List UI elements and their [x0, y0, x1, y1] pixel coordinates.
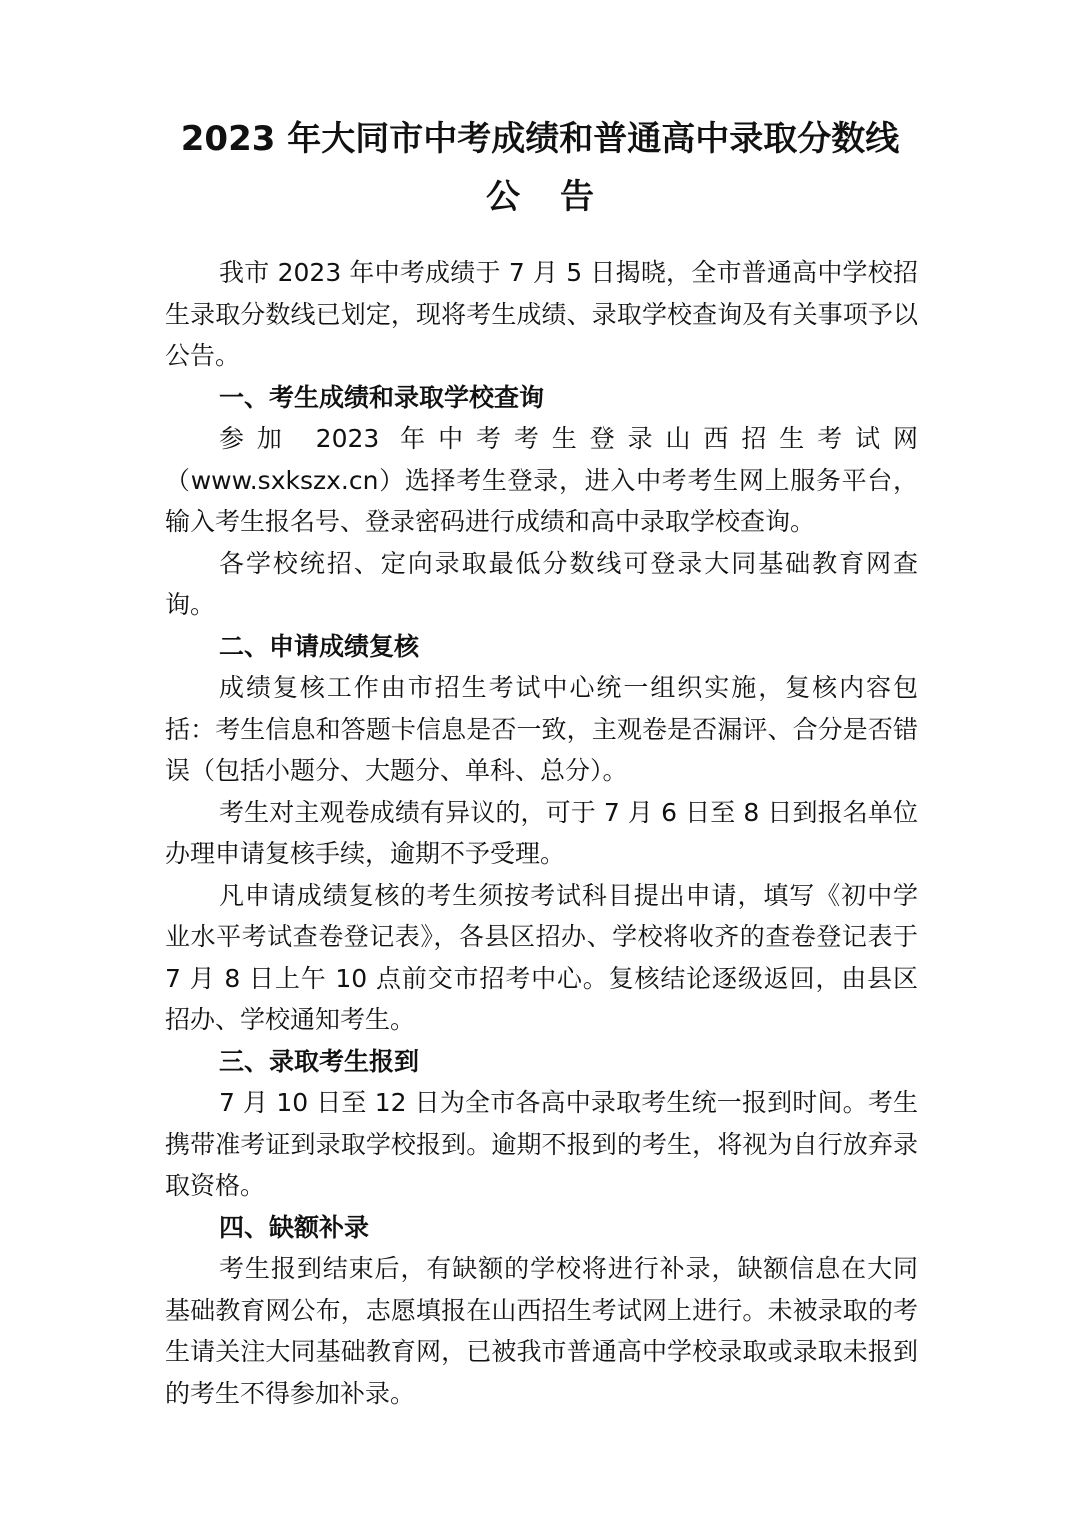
review-procedure-paragraph: 凡申请成绩复核的考生须按考试科目提出申请，填写《初中学业水平考试查卷登记表》，各县区招办、学校将收齐的查卷登记表于 7 月 8 日上午 10 点前交市招考中心。复核结论逐级返回，由县区招办、学校通知考生。 [165, 880, 918, 1034]
cutoff-query-paragraph: 各学校统招、定向录取最低分数线可登录大同基础教育网查询。 [165, 548, 918, 619]
section-heading-supplementary: 四、缺额补录 [219, 1212, 370, 1242]
section-heading-registration: 三、录取考生报到 [219, 1046, 420, 1076]
registration-paragraph: 7 月 10 日至 12 日为全市各高中录取考生统一报到时间。考生携带准考证到录取学校报到。逾期不报到的考生，将视为自行放弃录取资格。 [165, 1088, 918, 1200]
review-content-paragraph: 成绩复核工作由市招生考试中心统一组织实施，复核内容包括：考生信息和答题卡信息是否一致，主观卷是否漏评、合分是否错误（包括小题分、大题分、单科、总分）。 [165, 673, 918, 785]
score-query-paragraph: 参加 2023 年中考考生登录山西招生考试网（www.sxkszx.cn）选择考生登录，进入中考考生网上服务平台，输入考生报名号、登录密码进行成绩和高中录取学校查询。 [165, 424, 918, 536]
section-heading-score-review: 二、申请成绩复核 [219, 631, 420, 661]
document-title: 2023 年大同市中考成绩和普通高中录取分数线 [180, 119, 900, 159]
section-heading-score-query: 一、考生成绩和录取学校查询 [219, 382, 545, 412]
intro-paragraph: 我市 2023 年中考成绩于 7 月 5 日揭晓，全市普通高中学校招生录取分数线已划定，现将考生成绩、录取学校查询及有关事项予以公告。 [165, 258, 918, 370]
review-deadline-paragraph: 考生对主观卷成绩有异议的，可于 7 月 6 日至 8 日到报名单位办理申请复核手续，逾期不予受理。 [165, 797, 918, 868]
supplementary-paragraph: 考生报到结束后，有缺额的学校将进行补录，缺额信息在大同基础教育网公布，志愿填报在山西招生考试网上进行。未被录取的考生请关注大同基础教育网，已被我市普通高中学校录取或录取未报到的考生不得参加补录。 [165, 1254, 918, 1408]
document-body [165, 252, 918, 1414]
document-subtitle: 公告 [486, 177, 634, 217]
